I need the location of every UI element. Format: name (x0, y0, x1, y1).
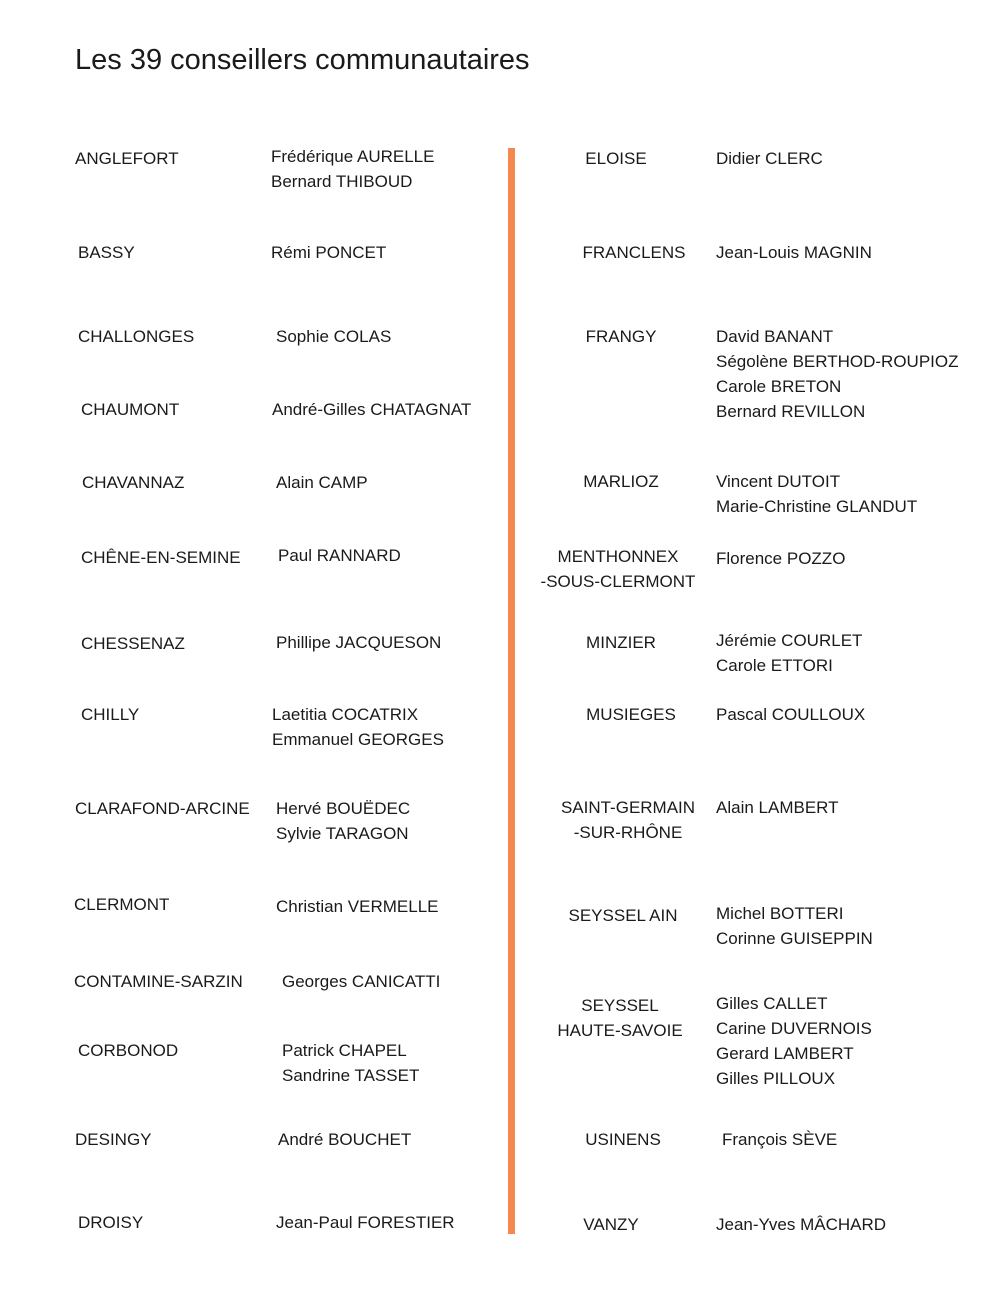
councillor-name: Sylvie TARAGON (276, 824, 409, 843)
councillor-name: Vincent DUTOIT (716, 472, 841, 491)
commune-name (586, 702, 676, 727)
commune-name (585, 1127, 661, 1152)
councillor-names (716, 546, 845, 571)
commune-name (81, 397, 179, 422)
councillor-names (272, 702, 444, 752)
commune-name (585, 146, 646, 171)
councillor-names (278, 1127, 411, 1152)
commune-name (569, 903, 678, 928)
councillor-name: Carole BRETON (716, 377, 842, 396)
commune-name (583, 1212, 638, 1237)
commune-name-line: CHILLY (81, 705, 140, 724)
commune-name-line: FRANCLENS (582, 243, 686, 262)
councillor-name: Gilles PILLOUX (716, 1069, 836, 1088)
councillor-name: David BANANT (716, 327, 834, 346)
councillor-names (716, 146, 823, 171)
councillor-names (278, 543, 401, 568)
councillor-names (276, 324, 391, 349)
commune-name-line: CHAVANNAZ (82, 473, 185, 492)
commune-name-line: CLARAFOND-ARCINE (75, 799, 250, 818)
councillor-name: André-Gilles CHATAGNAT (272, 400, 472, 419)
councillor-name: Jean-Louis MAGNIN (716, 243, 872, 262)
councillor-name: Hervé BOUËDEC (276, 799, 411, 818)
page-title: Les 39 conseillers communautaires (75, 44, 530, 76)
councillor-names (276, 894, 439, 919)
councillor-name: Georges CANICATTI (282, 972, 441, 991)
councillor-names (716, 469, 917, 519)
commune-name-line: FRANGY (585, 327, 657, 346)
councillor-names (722, 1127, 837, 1152)
commune-name-line: ANGLEFORT (75, 149, 179, 168)
commune-name-line: DESINGY (75, 1130, 152, 1149)
councillor-names (276, 796, 410, 846)
commune-name (78, 324, 194, 349)
councillor-names (282, 1038, 419, 1088)
commune-name-line: VANZY (583, 1215, 639, 1234)
commune-name (75, 796, 250, 821)
councillor-name: Bernard THIBOUD (271, 172, 413, 191)
councillor-name: Carine DUVERNOIS (716, 1019, 872, 1038)
commune-name (586, 630, 656, 655)
councillor-names (272, 397, 471, 422)
councillor-names (271, 240, 386, 265)
commune-name (583, 240, 686, 265)
councillor-names (282, 969, 440, 994)
councillor-name: Gilles CALLET (716, 994, 828, 1013)
commune-name-line: MINZIER (586, 633, 656, 652)
councillor-name: André BOUCHET (278, 1130, 412, 1149)
commune-name-line: USINENS (585, 1130, 661, 1149)
councillor-names (271, 144, 434, 194)
commune-name-line: MENTHONNEX (557, 547, 679, 566)
councillor-name: Jean-Paul FORESTIER (276, 1213, 455, 1232)
councillor-name: Ségolène BERTHOD-ROUPIOZ (716, 352, 959, 371)
commune-name (541, 544, 696, 594)
commune-name (75, 146, 179, 171)
commune-name (78, 240, 135, 265)
commune-name-line: CHÊNE-EN-SEMINE (81, 548, 241, 567)
commune-name-line: DROISY (78, 1213, 144, 1232)
commune-name-line: ELOISE (585, 149, 647, 168)
councillor-names (716, 324, 958, 424)
councillor-name: Patrick CHAPEL (282, 1041, 407, 1060)
commune-name (81, 631, 185, 656)
commune-name-line: CHESSENAZ (81, 634, 185, 653)
councillor-name: Frédérique AURELLE (271, 147, 435, 166)
commune-name (74, 969, 243, 994)
commune-name (78, 1210, 143, 1235)
commune-name (81, 702, 139, 727)
councillor-names (716, 991, 872, 1091)
commune-name-line: CHAUMONT (81, 400, 180, 419)
councillor-names (276, 470, 368, 495)
commune-name-line: CONTAMINE-SARZIN (74, 972, 243, 991)
councillor-name: Alain CAMP (276, 473, 368, 492)
councillor-name: Christian VERMELLE (276, 897, 439, 916)
councillor-name: Rémi PONCET (271, 243, 387, 262)
column-divider (508, 148, 515, 1234)
commune-name-line: HAUTE-SAVOIE (557, 1021, 683, 1040)
commune-name (586, 324, 657, 349)
councillor-name: Phillipe JACQUESON (276, 633, 442, 652)
commune-name (74, 892, 169, 917)
councillor-names (276, 1210, 455, 1235)
councillor-names (716, 240, 872, 265)
commune-name-line: CORBONOD (78, 1041, 179, 1060)
commune-name-line: SEYSSEL (581, 996, 659, 1015)
councillor-names (716, 795, 839, 820)
commune-name-line: MUSIEGES (586, 705, 676, 724)
commune-name-line: SEYSSEL AIN (568, 906, 678, 925)
commune-name (82, 470, 184, 495)
councillor-name: Florence POZZO (716, 549, 846, 568)
councillor-names (276, 630, 441, 655)
commune-name-line: -SOUS-CLERMONT (540, 572, 696, 591)
councillor-name: Paul RANNARD (278, 546, 401, 565)
commune-name-line: MARLIOZ (583, 472, 659, 491)
councillor-name: Carole ETTORI (716, 656, 833, 675)
councillor-name: Jérémie COURLET (716, 631, 863, 650)
councillor-names (716, 702, 865, 727)
councillor-name: Corinne GUISEPPIN (716, 929, 873, 948)
councillor-name: Pascal COULLOUX (716, 705, 866, 724)
councillor-name: François SÈVE (722, 1130, 838, 1149)
commune-name-line: SAINT-GERMAIN (560, 798, 696, 817)
councillor-name: Laetitia COCATRIX (272, 705, 419, 724)
councillor-names (716, 628, 862, 678)
commune-name (557, 993, 682, 1043)
commune-name (81, 545, 241, 570)
commune-name-line: CLERMONT (74, 895, 170, 914)
councillor-name: Alain LAMBERT (716, 798, 839, 817)
councillor-name: Marie-Christine GLANDUT (716, 497, 918, 516)
councillor-name: Gerard LAMBERT (716, 1044, 854, 1063)
councillor-name: Michel BOTTERI (716, 904, 844, 923)
councillor-name: Jean-Yves MÂCHARD (716, 1215, 887, 1234)
commune-name (75, 1127, 152, 1152)
councillor-names (716, 901, 873, 951)
councillor-name: Sandrine TASSET (282, 1066, 420, 1085)
commune-name (583, 469, 659, 494)
commune-name-line: BASSY (78, 243, 135, 262)
councillor-name: Didier CLERC (716, 149, 823, 168)
commune-name (78, 1038, 178, 1063)
commune-name-line: -SUR-RHÔNE (573, 823, 683, 842)
councillor-name: Emmanuel GEORGES (272, 730, 444, 749)
councillor-name: Sophie COLAS (276, 327, 392, 346)
commune-name (561, 795, 695, 845)
councillor-name: Bernard REVILLON (716, 402, 866, 421)
commune-name-line: CHALLONGES (78, 327, 195, 346)
councillor-names (716, 1212, 886, 1237)
